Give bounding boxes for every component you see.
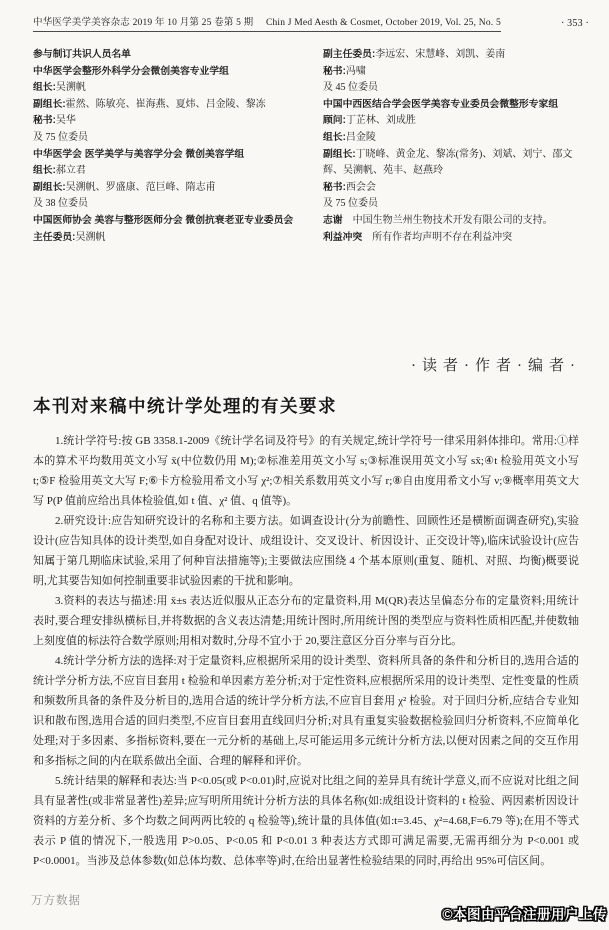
paragraph-2-study-design: 2.研究设计:应告知研究设计的名称和主要方法。如调查设计(分为前瞻性、回顾性还是横断面调查研究),实验设计(应告知具体的设计类型,如自身配对设计、成组设计、交叉设计、析因设计、正交设计等),临床试验设计(应告知属于第几期临床试验,采用了何种盲法措施等);主要做法应围绕 4 个基本原则(重复、随机、对照、均衡)概要说明,尤其要告知如何控制重要非试验因素的干扰和影响。 [33, 515, 579, 588]
consensus-org-name: 中国医师协会 美容与整形医师分会 微创抗衰老亚专业委员会 [33, 214, 294, 226]
consensus-section [33, 47, 589, 246]
consensus-line: 副组长:吴溯帆、罗盛康、范巨峰、隋志甫 [33, 181, 216, 193]
consensus-left-column [33, 47, 311, 246]
section-label-reader-author-editor: ·读者·作者·编者· [411, 358, 581, 375]
paragraph-4-analysis-method-selection: 4.统计学分析方法的选择:对于定量资料,应根据所采用的设计类型、资料所具备的条件和分析目的,选用合适的统计学分析方法,不应盲目套用 t 检验和单因素方差分析;对于定性资料,应根据所采用的设计类型、定性变量的性质和频数所具备的条件及分析目的,选用合适的统计学分析方法,不应盲目套用 χ² 检验。对于回归分析,应结合专业知识和散布图,选用合适的回归类型,不应盲目套用直线回归分析;对具有重复实验数据检验回归分析资料,不应简单化处理;对于多因素、多指标资料,要在一元分析的基础上,尽可能运用多元统计分析方法,以便对因素之间的交互作用和多指标之间的内在联系做出全面、合理的解释和评价。 [33, 655, 579, 768]
consensus-line: 秘书:西会会 [323, 181, 376, 193]
acknowledgement-line: 志谢 中国生物兰州生物技术开发有限公司的支持。 [323, 214, 553, 226]
consensus-line: 顾问:丁芷林、刘成胜 [323, 115, 416, 127]
journal-header-text [33, 14, 501, 32]
consensus-line: 秘书:冯嘨 [323, 65, 366, 77]
paragraph-3-data-description: 3.资料的表达与描述:用 x̄±s 表达近似服从正态分布的定量资料,用 M(QR)表达呈偏态分布的定量资料;用统计表时,要合理安排纵横标目,并将数据的含义表达清楚;用统计图时,所用统计图的类型应与资料性质相匹配,并使数轴上刻度值的标法符合数学原则;用相对数时,分母不宜小于 20,要注意区分百分率与百分比。 [33, 595, 579, 648]
consensus-right-column [311, 47, 589, 246]
consensus-line: 秘书:吴华 [33, 115, 76, 127]
consensus-line: 组长:吕金陵 [323, 131, 376, 143]
consensus-line: 主任委员:吴溯帆 [33, 231, 106, 243]
page-number: · 353 · [560, 18, 589, 29]
consensus-list-title: 参与制订共识人员名单 [33, 49, 131, 60]
paragraph-1-statistical-symbols: 1.统计学符号:按 GB 3358.1-2009《统计学名词及符号》的有关规定,统计学符号一律采用斜体排印。常用:①样本的算术平均数用英文小写 x̄(中位数仍用 M);②标准差用英文小写 s;③标准误用英文小写 sx̄;④t 检验用英文小写 t;⑤F 检验用英文大写 F;⑥卡方检验用希文小写 χ²;⑦相关系数用英文小写 r;⑧自由度用希文小写 ν;⑨概率用英文大写 P(P 值前应给出具体检验值,如 t 值、χ² 值、q 值等)。 [33, 435, 579, 508]
consensus-org-name: 中华医学会整形外科学分会微创美容专业学组 [33, 65, 229, 77]
consensus-line: 组长:吴溯帆 [33, 82, 86, 94]
consensus-line: 及 75 位委员 [323, 198, 378, 210]
wanfang-data-watermark: 万方数据 [31, 895, 81, 907]
uploader-copyright-watermark: ©本图由平台注册用户上传 [442, 907, 607, 922]
consensus-line: 组长:郝立君 [33, 165, 86, 177]
consensus-line: 及 75 位委员 [33, 131, 88, 143]
article-body [33, 431, 579, 871]
journal-title-cn: 中华医学美学美容杂志 2019 年 10 月第 25 卷第 5 期 [33, 18, 254, 28]
consensus-org-name: 中国中西医结合学会医学美容专业委员会微整形专家组 [323, 98, 559, 110]
consensus-org-name: 中华医学会 医学美学与美容学分会 微创美容学组 [33, 148, 245, 160]
journal-running-head [33, 14, 589, 32]
consensus-line: 副组长:丁晓峰、黄金龙、黎冻(常务)、刘斌、刘宁、邵文辉、吴溯帆、苑丰、赵燕玲 [323, 148, 573, 177]
journal-title-en: Chin J Med Aesth & Cosmet, October 2019, Vol. 25, No. 5 [265, 18, 501, 28]
article-title: 本刊对来稿中统计学处理的有关要求 [33, 396, 337, 417]
consensus-line: 副组长:霍然、陈敏亮、崔海燕、夏炜、吕金陵、黎冻 [33, 98, 266, 110]
consensus-line: 及 45 位委员 [323, 82, 378, 94]
conflict-of-interest-line: 利益冲突 所有作者均声明不存在利益冲突 [323, 231, 513, 243]
paragraph-5-result-interpretation: 5.统计结果的解释和表达:当 P<0.05(或 P<0.01)时,应说对比组之间的差异具有统计学意义,而不应说对比组之间具有显著性(或非常显著性)差异;应写明所用统计分析方法的具体名称(如:成组设计资料的 t 检验、两因素析因设计资料的方差分析、多个均数之间两两比较的 q 检验等),统计量的具体值(如:t=3.45、χ²=4.68,F=6.79 等);在用不等式表示 P 值的情况下,一般选用 P>0.05、P<0.05 和 P<0.01 3 种表达方式即可满足需要,无需再细分为 P<0.001 或 P<0.0001。当涉及总体参数(如总体均数、总体率等)时,在给出显著性检验结果的同时,再给出 95%可信区间。 [33, 775, 579, 868]
consensus-line: 副主任委员:李远宏、宋慧峰、刘凯、姜南 [323, 49, 506, 60]
consensus-line: 及 38 位委员 [33, 198, 88, 210]
